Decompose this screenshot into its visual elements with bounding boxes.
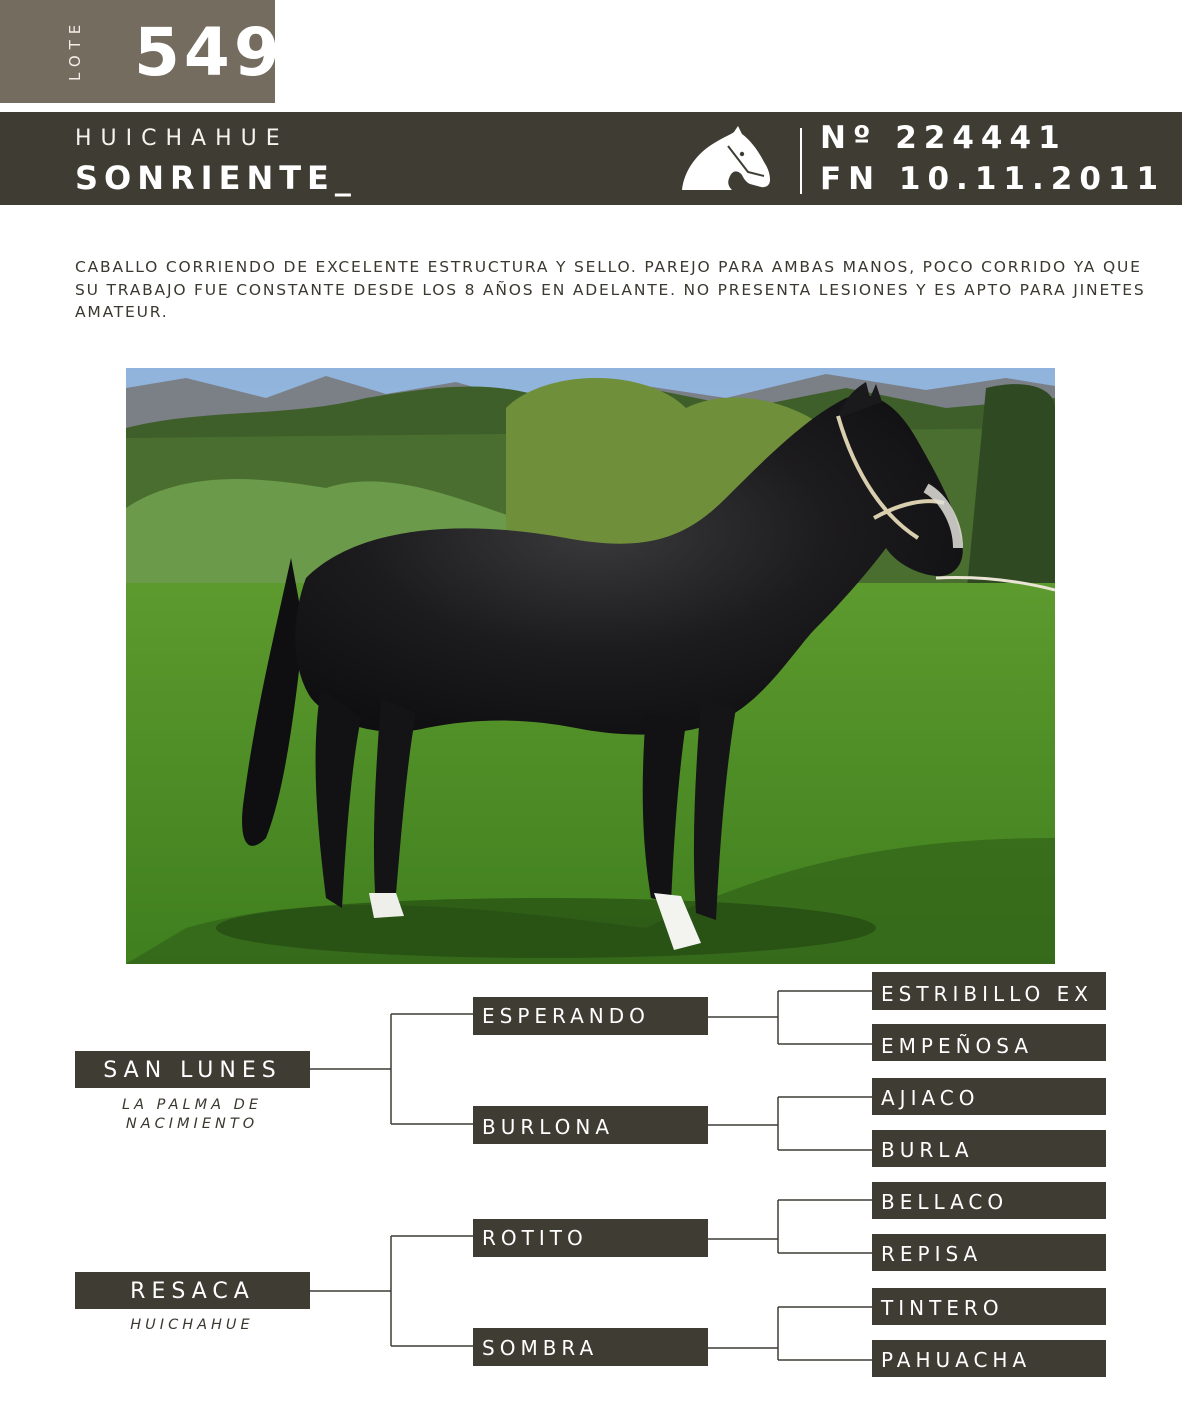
horse-name: SONRIENTE_ xyxy=(75,159,357,197)
horse-description: CABALLO CORRIENDO DE EXCELENTE ESTRUCTURA Y SELLO. PAREJO PARA AMBAS MANOS, POCO CORRIDO YA QUE SU TRABAJO FUE CONSTANTE DESDE LOS 8 AÑOS EN ADELANTE. NO PRESENTA LESIONES Y ES APTO PARA JINETES AMATEUR. xyxy=(75,258,1146,321)
horse-photo xyxy=(126,368,1055,964)
lote-number: 549 xyxy=(134,14,284,91)
header-divider xyxy=(800,128,802,194)
pedigree-dam-origin: HUICHAHUE xyxy=(130,1317,254,1333)
pedigree-sire-origin: LA PALMA DE NACIMIENTO xyxy=(122,1097,262,1132)
pedigree-ddd: PAHUACHA xyxy=(872,1340,1106,1377)
pedigree-dsd: REPISA xyxy=(872,1234,1106,1271)
lote-label: LOTE xyxy=(66,18,84,82)
pedigree-sire-dam: BURLONA xyxy=(473,1106,708,1144)
birth-date: FN 10.11.2011 xyxy=(820,161,1166,197)
pedigree-sire: SAN LUNES xyxy=(75,1051,310,1088)
pedigree-dss: BELLACO xyxy=(872,1182,1106,1219)
pedigree-dds: TINTERO xyxy=(872,1288,1106,1325)
pedigree-sire-sire: ESPERANDO xyxy=(473,997,708,1035)
pedigree-sds: AJIACO xyxy=(872,1078,1106,1115)
pedigree-sdd: BURLA xyxy=(872,1130,1106,1167)
pedigree-ssd: EMPEÑOSA xyxy=(872,1024,1106,1061)
pedigree-dam-dam: SOMBRA xyxy=(473,1328,708,1366)
registration-number: Nº 224441 xyxy=(820,120,1067,156)
pedigree-sss: ESTRIBILLO EX xyxy=(872,972,1106,1010)
breeder-name: HUICHAHUE xyxy=(75,126,289,151)
pedigree-dam-sire: ROTITO xyxy=(473,1219,708,1257)
pedigree-dam: RESACA xyxy=(75,1272,310,1309)
horse-head-icon xyxy=(678,124,773,192)
